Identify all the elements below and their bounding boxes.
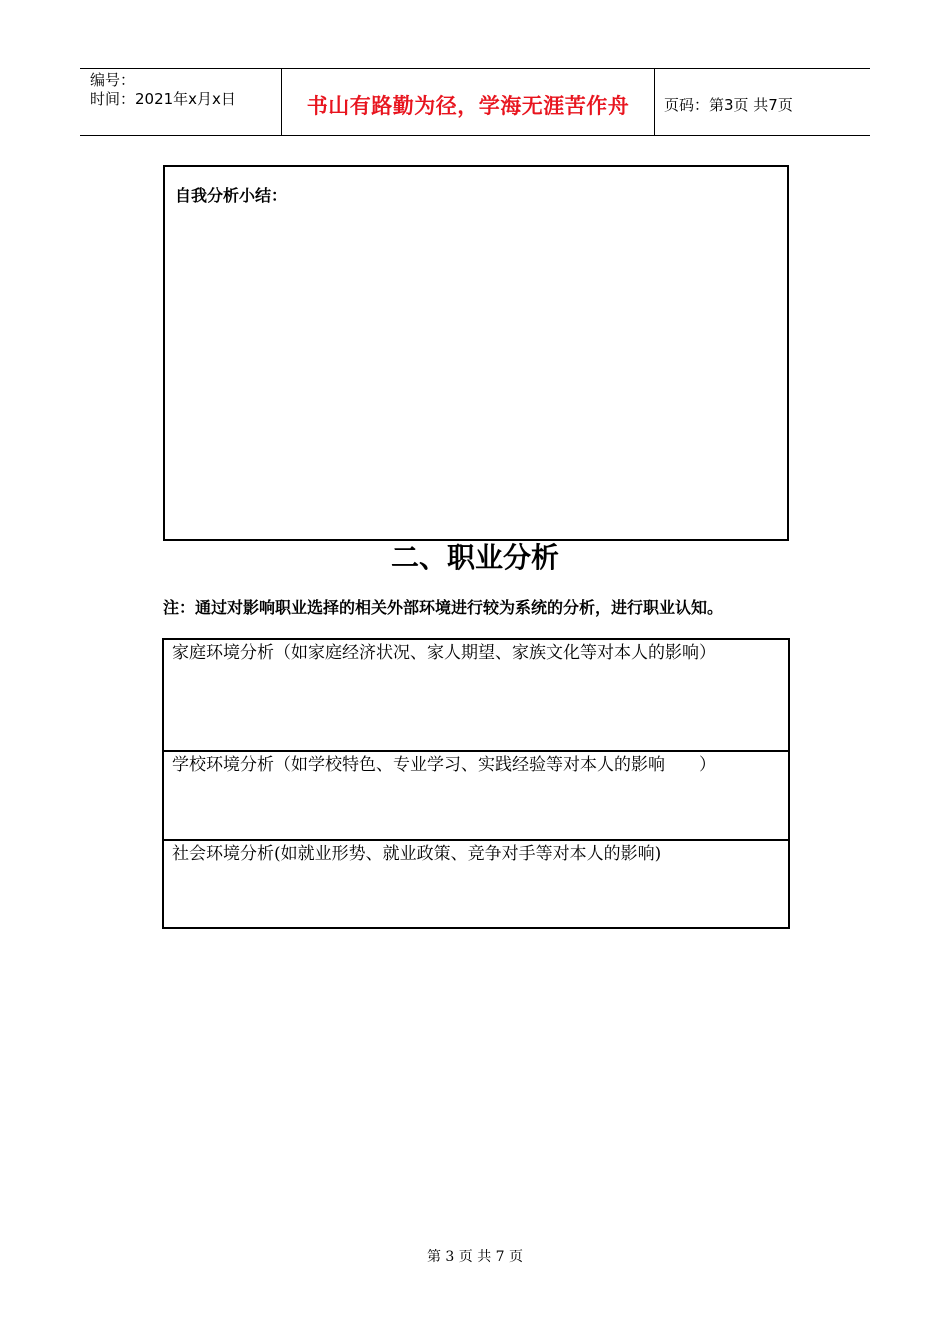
- date-label: 时间：2021年x月x日: [90, 90, 236, 108]
- social-environment-cell[interactable]: [164, 839, 788, 927]
- serial-label: 编号：: [90, 71, 136, 89]
- environment-analysis-table: [162, 638, 790, 929]
- page-footer-number: 第 3 页 共 7 页: [426, 1249, 524, 1265]
- summary-label: 自我分析小结：: [175, 186, 288, 205]
- header-bottom-rule: [80, 135, 870, 136]
- social-environment-label: 社会环境分析(如就业形势、就业政策、竞争对手等对本人的影响): [172, 844, 662, 864]
- header-page-code: 页码：第3页 共7页: [664, 96, 793, 114]
- header-motto: 书山有路勤为径，学海无涯苦作舟: [306, 94, 630, 118]
- self-analysis-summary-box[interactable]: [163, 165, 789, 541]
- section-title: 二、职业分析: [390, 541, 559, 574]
- family-environment-cell[interactable]: [164, 640, 788, 750]
- header-top-rule: [80, 68, 870, 69]
- school-environment-label: 学校环境分析（如学校特色、专业学习、实践经验等对本人的影响 ）: [172, 755, 716, 775]
- school-environment-cell[interactable]: [164, 750, 788, 839]
- header-divider-right: [654, 68, 655, 136]
- family-environment-label: 家庭环境分析（如家庭经济状况、家人期望、家族文化等对本人的影响）: [172, 643, 716, 663]
- section-note: 注：通过对影响职业选择的相关外部环境进行较为系统的分析，进行职业认知。: [163, 598, 724, 617]
